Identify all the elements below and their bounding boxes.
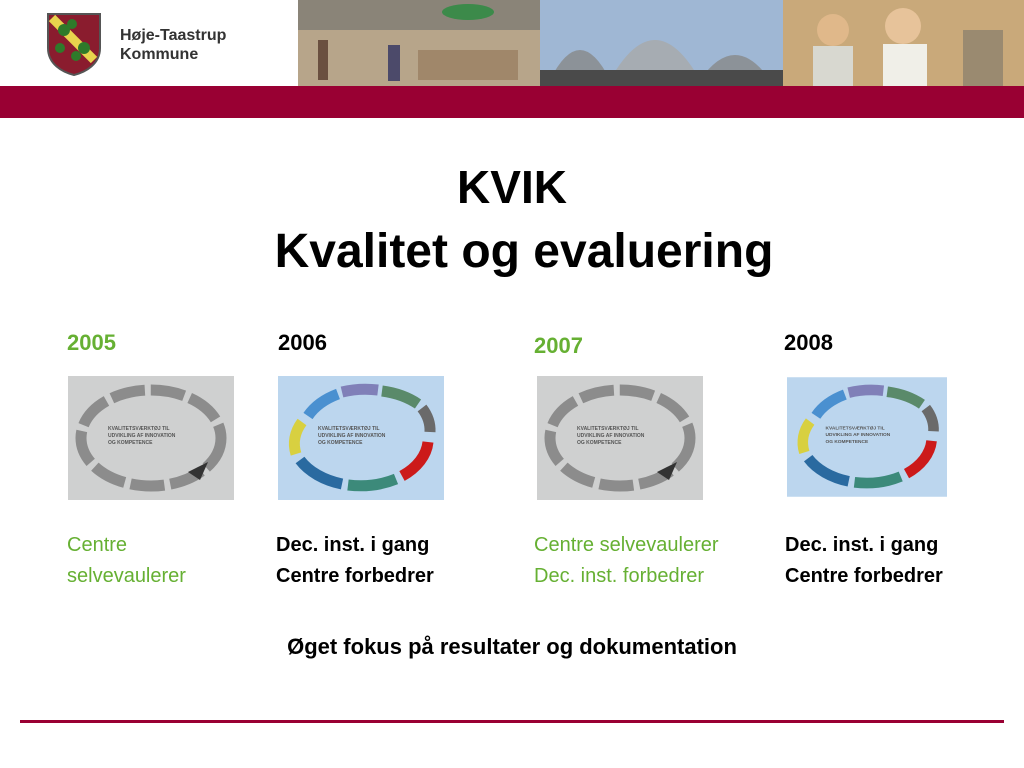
- footer-divider: [20, 720, 1004, 723]
- ring-text-1: KVALITETSVÆRKTØJ TIL: [318, 426, 380, 432]
- footer-statement: Øget fokus på resultater og dokumentation: [287, 634, 737, 659]
- ring-text-3: OG KOMPETENCE: [108, 440, 153, 446]
- header-band: [0, 86, 1024, 118]
- title-line-2: Kvalitet og evaluering: [274, 225, 774, 278]
- ring-text-3: OG KOMPETENCE: [577, 440, 622, 446]
- ring-text-2: UDVIKLING AF INNOVATION: [108, 433, 176, 439]
- children-photo: [783, 0, 1024, 86]
- ring-text-3: OG KOMPETENCE: [825, 439, 869, 445]
- desc-2008-line-2: Centre forbedrer: [785, 565, 943, 587]
- municipality-logo-text: [120, 26, 226, 64]
- street-photo: [298, 0, 540, 86]
- desc-2005: [67, 530, 186, 592]
- quality-tool-diagram-color: [278, 376, 444, 500]
- year-2008: 2008: [784, 330, 833, 355]
- logo-line-1: Høje-Taastrup: [120, 27, 227, 44]
- desc-2005-line-2: selvevaulerer: [67, 565, 186, 587]
- desc-2006-line-2: Centre forbedrer: [276, 565, 434, 587]
- ring-text-3: OG KOMPETENCE: [318, 440, 363, 446]
- desc-2008-line-1: Dec. inst. i gang: [785, 534, 939, 556]
- ring-text-2: UDVIKLING AF INNOVATION: [577, 433, 645, 439]
- desc-2008: [785, 530, 943, 592]
- desc-2006-line-1: Dec. inst. i gang: [276, 534, 430, 556]
- coat-of-arms-icon: [46, 12, 102, 76]
- title-line-1: KVIK: [457, 161, 567, 213]
- ring-text-1: KVALITETSVÆRKTØJ TIL: [825, 426, 885, 432]
- ring-text-1: KVALITETSVÆRKTØJ TIL: [577, 426, 639, 432]
- year-2005: 2005: [67, 330, 116, 355]
- desc-2007: [534, 530, 719, 592]
- ring-text-1: KVALITETSVÆRKTØJ TIL: [108, 426, 170, 432]
- quality-tool-diagram-grey: [537, 376, 703, 500]
- desc-2007-line-1: Centre selvevaulerer: [534, 534, 719, 556]
- logo-line-2: Kommune: [120, 46, 199, 63]
- year-2007: 2007: [534, 333, 583, 358]
- ring-text-2: UDVIKLING AF INNOVATION: [318, 433, 386, 439]
- desc-2007-line-2: Dec. inst. forbedrer: [534, 565, 705, 587]
- ring-text-2: UDVIKLING AF INNOVATION: [825, 433, 891, 439]
- year-2006: 2006: [278, 330, 327, 355]
- quality-tool-diagram-color: [787, 376, 947, 498]
- building-photo: [540, 0, 783, 86]
- desc-2005-line-1: Centre: [67, 534, 128, 556]
- desc-2006: [276, 530, 434, 592]
- quality-tool-diagram-grey: [68, 376, 234, 500]
- header: [0, 0, 1024, 86]
